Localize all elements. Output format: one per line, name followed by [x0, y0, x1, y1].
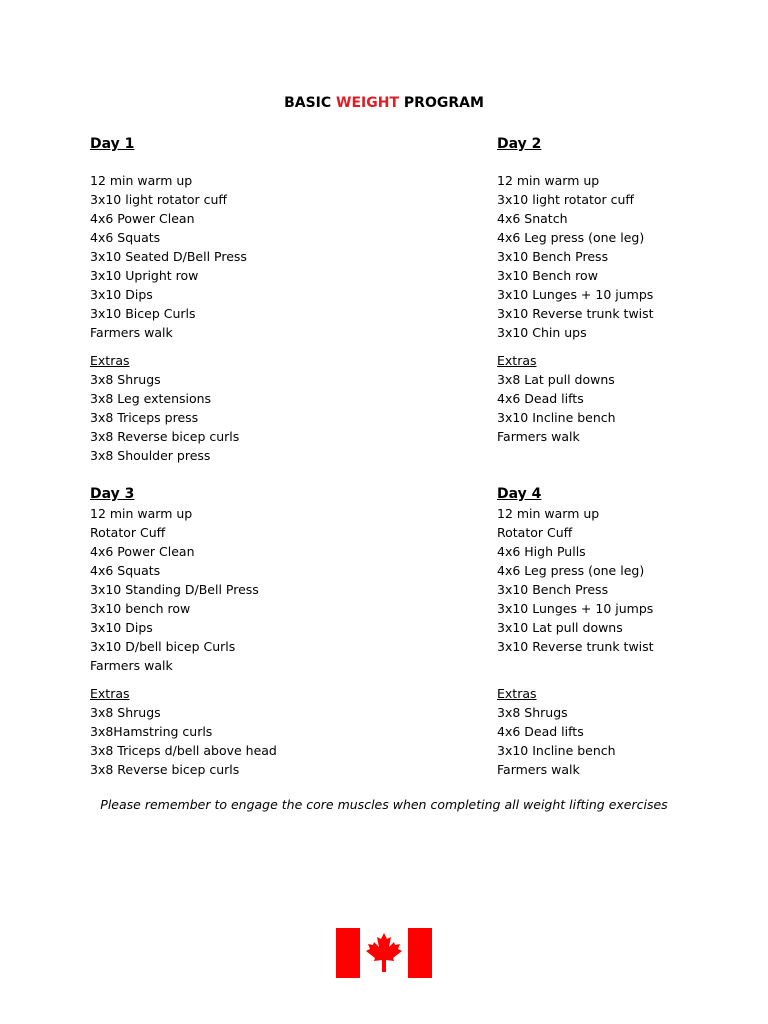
list-item: 3x8 Shrugs [497, 705, 568, 720]
day-4-column [497, 485, 654, 779]
list-item: 3x10 Chin ups [497, 325, 587, 340]
canada-flag-icon [336, 928, 432, 978]
list-item: Rotator Cuff [497, 525, 573, 540]
list-item: 3x8 Reverse bicep curls [90, 429, 240, 444]
list-item: 3x8 Lat pull downs [497, 372, 615, 387]
list-item: 3x8 Triceps press [90, 410, 199, 425]
day-2-column [497, 135, 654, 446]
list-item: 12 min warm up [90, 173, 193, 188]
extras-items [497, 370, 654, 446]
list-item: 3x10 D/bell bicep Curls [90, 639, 236, 654]
day-items [90, 504, 277, 675]
day-heading: Day 2 [497, 136, 542, 152]
list-item: 4x6 Power Clean [90, 544, 195, 559]
list-item: Farmers walk [90, 325, 173, 340]
list-item: 3x10 Seated D/Bell Press [90, 249, 247, 264]
list-item: 12 min warm up [90, 506, 193, 521]
list-item: 3x10 Incline bench [497, 743, 616, 758]
day-3-column [90, 485, 277, 779]
list-item: 4x6 Dead lifts [497, 724, 584, 739]
list-item: 4x6 Leg press (one leg) [497, 563, 645, 578]
list-item: Farmers walk [497, 762, 580, 777]
extras-heading: Extras [90, 686, 130, 701]
list-item: Farmers walk [497, 429, 580, 444]
page-title [0, 95, 768, 111]
list-item: 12 min warm up [497, 506, 600, 521]
title-post: PROGRAM [399, 95, 484, 111]
day-1-column [90, 135, 247, 465]
list-item: 3x8 Shoulder press [90, 448, 211, 463]
list-item: Farmers walk [90, 658, 173, 673]
list-item: 3x8Hamstring curls [90, 724, 213, 739]
extras-items [90, 370, 247, 465]
extras-items [497, 703, 654, 779]
list-item: 4x6 Dead lifts [497, 391, 584, 406]
extras-heading: Extras [90, 353, 130, 368]
list-item: 4x6 Squats [90, 563, 161, 578]
list-item: 3x10 light rotator cuff [90, 192, 228, 207]
list-item: 3x10 Dips [90, 620, 153, 635]
list-item: 3x8 Shrugs [90, 372, 161, 387]
footer-note: Please remember to engage the core muscles when completing all weight lifting exercises [100, 797, 668, 812]
list-item: 3x10 Upright row [90, 268, 199, 283]
list-item: 3x10 Bicep Curls [90, 306, 196, 321]
list-item: 3x10 Dips [90, 287, 153, 302]
list-item: 3x8 Reverse bicep curls [90, 762, 240, 777]
list-item: 4x6 Power Clean [90, 211, 195, 226]
list-item: 3x8 Leg extensions [90, 391, 212, 406]
list-item: 3x8 Triceps d/bell above head [90, 743, 277, 758]
title-pre: BASIC [284, 95, 337, 111]
list-item: 3x10 light rotator cuff [497, 192, 635, 207]
list-item: 3x10 Bench Press [497, 582, 609, 597]
list-item: 3x10 Reverse trunk twist [497, 639, 654, 654]
list-item: 4x6 Snatch [497, 211, 568, 226]
extras-items [90, 703, 277, 779]
extras-heading: Extras [497, 686, 537, 701]
list-item: 3x10 Lunges + 10 jumps [497, 287, 654, 302]
day-items [497, 504, 654, 656]
list-item: 3x10 Lunges + 10 jumps [497, 601, 654, 616]
list-item: 3x10 Standing D/Bell Press [90, 582, 259, 597]
day-heading: Day 4 [497, 486, 542, 502]
list-item: 3x10 Bench Press [497, 249, 609, 264]
list-item: Rotator Cuff [90, 525, 166, 540]
list-item: 4x6 High Pulls [497, 544, 586, 559]
day-items [90, 171, 247, 342]
list-item: 4x6 Squats [90, 230, 161, 245]
list-item: 3x10 bench row [90, 601, 191, 616]
list-item: 3x10 Reverse trunk twist [497, 306, 654, 321]
day-heading: Day 1 [90, 136, 135, 152]
list-item: 12 min warm up [497, 173, 600, 188]
title-accent: WEIGHT [336, 95, 400, 111]
list-item: 4x6 Leg press (one leg) [497, 230, 645, 245]
list-item: 3x10 Incline bench [497, 410, 616, 425]
list-item: 3x10 Lat pull downs [497, 620, 623, 635]
list-item: 3x10 Bench row [497, 268, 598, 283]
day-items [497, 171, 654, 342]
day-heading: Day 3 [90, 486, 135, 502]
extras-heading: Extras [497, 353, 537, 368]
list-item: 3x8 Shrugs [90, 705, 161, 720]
